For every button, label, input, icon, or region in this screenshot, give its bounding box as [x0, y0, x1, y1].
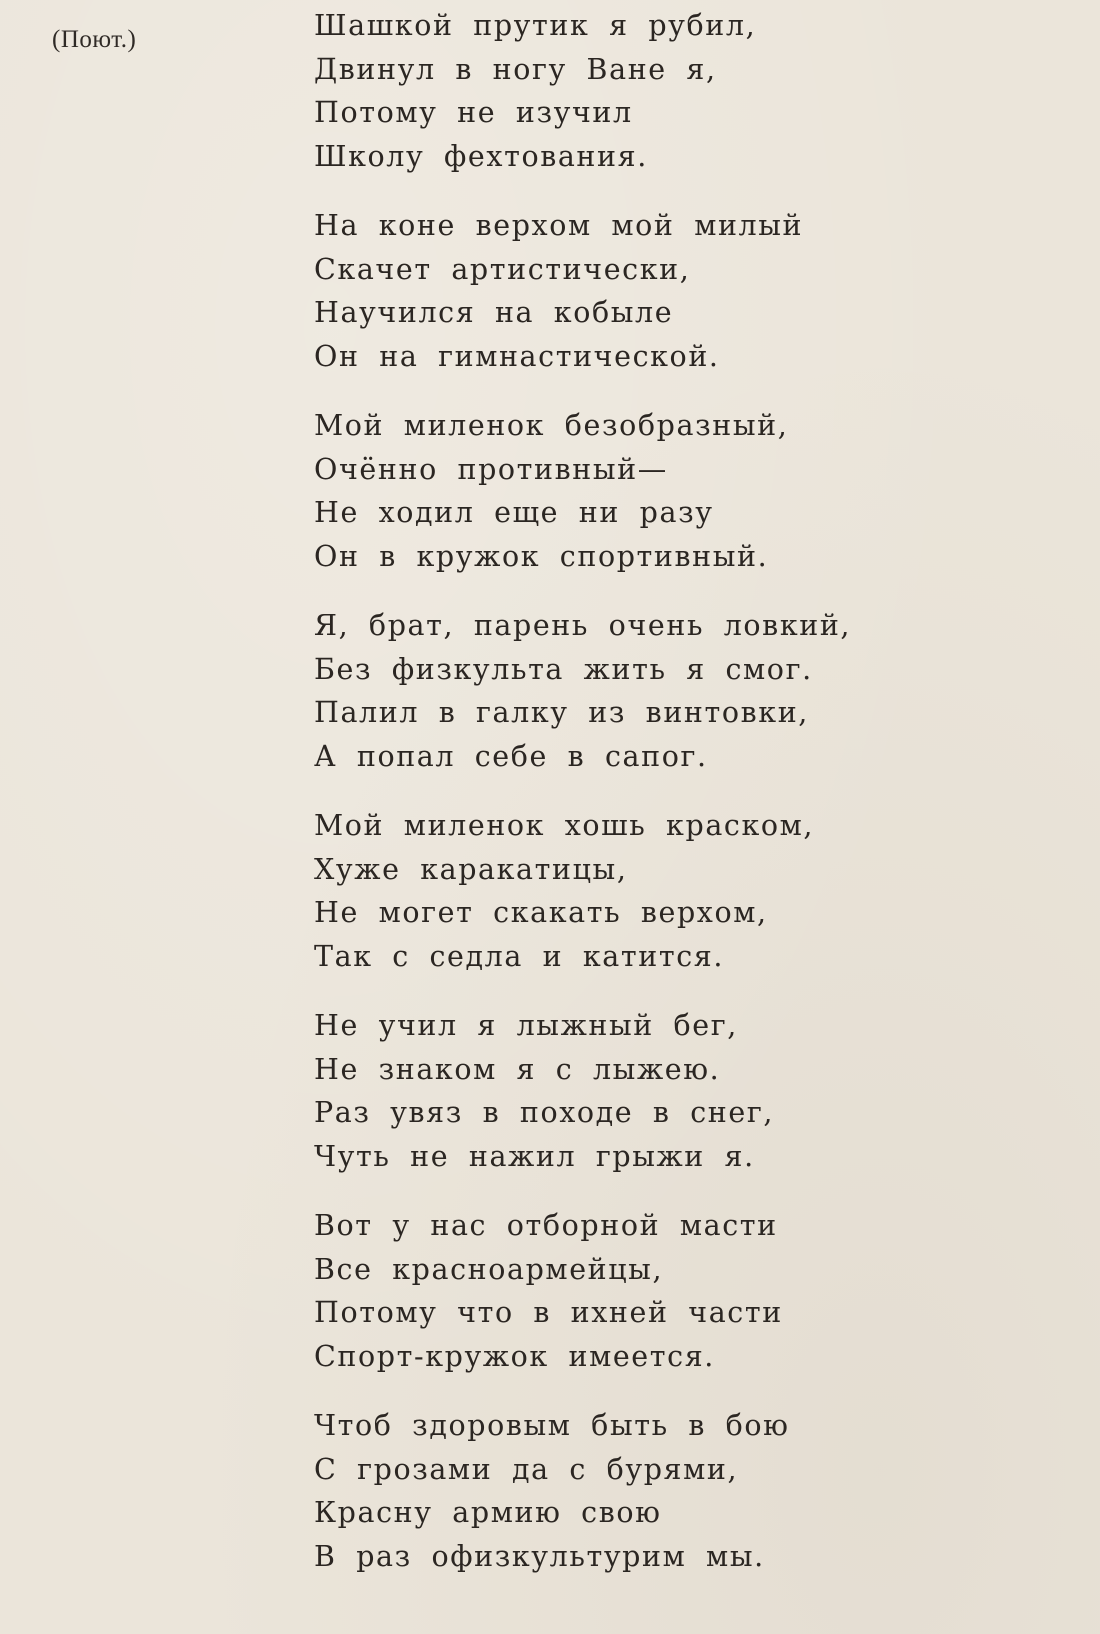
poem-line: В раз офизкультурим мы. [314, 1539, 765, 1573]
stanza-3 [314, 404, 1074, 578]
poem-line: Очённо противный— [314, 452, 668, 486]
stanza-6 [314, 1004, 1074, 1178]
poem-line: Хуже каракатицы, [314, 852, 628, 886]
poem-line: Двинул в ногу Ване я, [314, 52, 717, 86]
poem-line: А попал себе в сапог. [314, 739, 708, 773]
poem-line: Так с седла и катится. [314, 939, 725, 973]
stanza-5 [314, 804, 1074, 978]
poem-line: Научился на кобыле [314, 296, 674, 329]
poem-line: Вот у нас отборной масти [314, 1209, 778, 1242]
stanza-1 [314, 4, 1074, 178]
stanza-4 [314, 604, 1074, 778]
poem-line: Он в кружок спортивный. [314, 539, 769, 573]
poem-line: Шашкой прутик я рубил, [314, 9, 757, 42]
poem-line: Не учил я лыжный бег, [314, 1009, 738, 1042]
poem-line: Потому что в ихней части [314, 1296, 783, 1329]
poem-line: С грозами да с бурями, [314, 1452, 739, 1486]
poem-line: Не ходил еще ни разу [314, 496, 714, 529]
poem-line: Потому не изучил [314, 96, 633, 129]
poem-line: Без физкульта жить я смог. [314, 652, 813, 686]
poem-line: Раз увяз в походе в снег, [314, 1096, 775, 1129]
stanza-2 [314, 204, 1074, 378]
poem-line: Красну армию свою [314, 1496, 662, 1529]
poem-line: Он на гимнастической. [314, 339, 720, 373]
poem-line: Не знаком я с лыжею. [314, 1052, 721, 1086]
stage-direction: (Поют.) [52, 26, 137, 53]
poem-line: Чтоб здоровым быть в бою [314, 1409, 790, 1442]
poem-line: Мой миленок хошь краском, [314, 809, 815, 842]
poem-line: Чуть не нажил грыжи я. [314, 1139, 755, 1173]
poem [314, 4, 1074, 1604]
poem-line: Скачет артистически, [314, 252, 691, 286]
poem-line: На коне верхом мой милый [314, 209, 804, 242]
poem-line: Не могет скакать верхом, [314, 896, 768, 929]
poem-line: Мой миленок безобразный, [314, 409, 789, 442]
poem-line: Я, брат, парень очень ловкий, [314, 609, 852, 642]
poem-line: Школу фехтования. [314, 139, 648, 173]
poem-line: Палил в галку из винтовки, [314, 696, 809, 729]
stanza-8 [314, 1404, 1074, 1578]
stanza-7 [314, 1204, 1074, 1378]
poem-line: Все красноармейцы, [314, 1252, 664, 1286]
poem-line: Спорт-кружок имеется. [314, 1339, 715, 1373]
